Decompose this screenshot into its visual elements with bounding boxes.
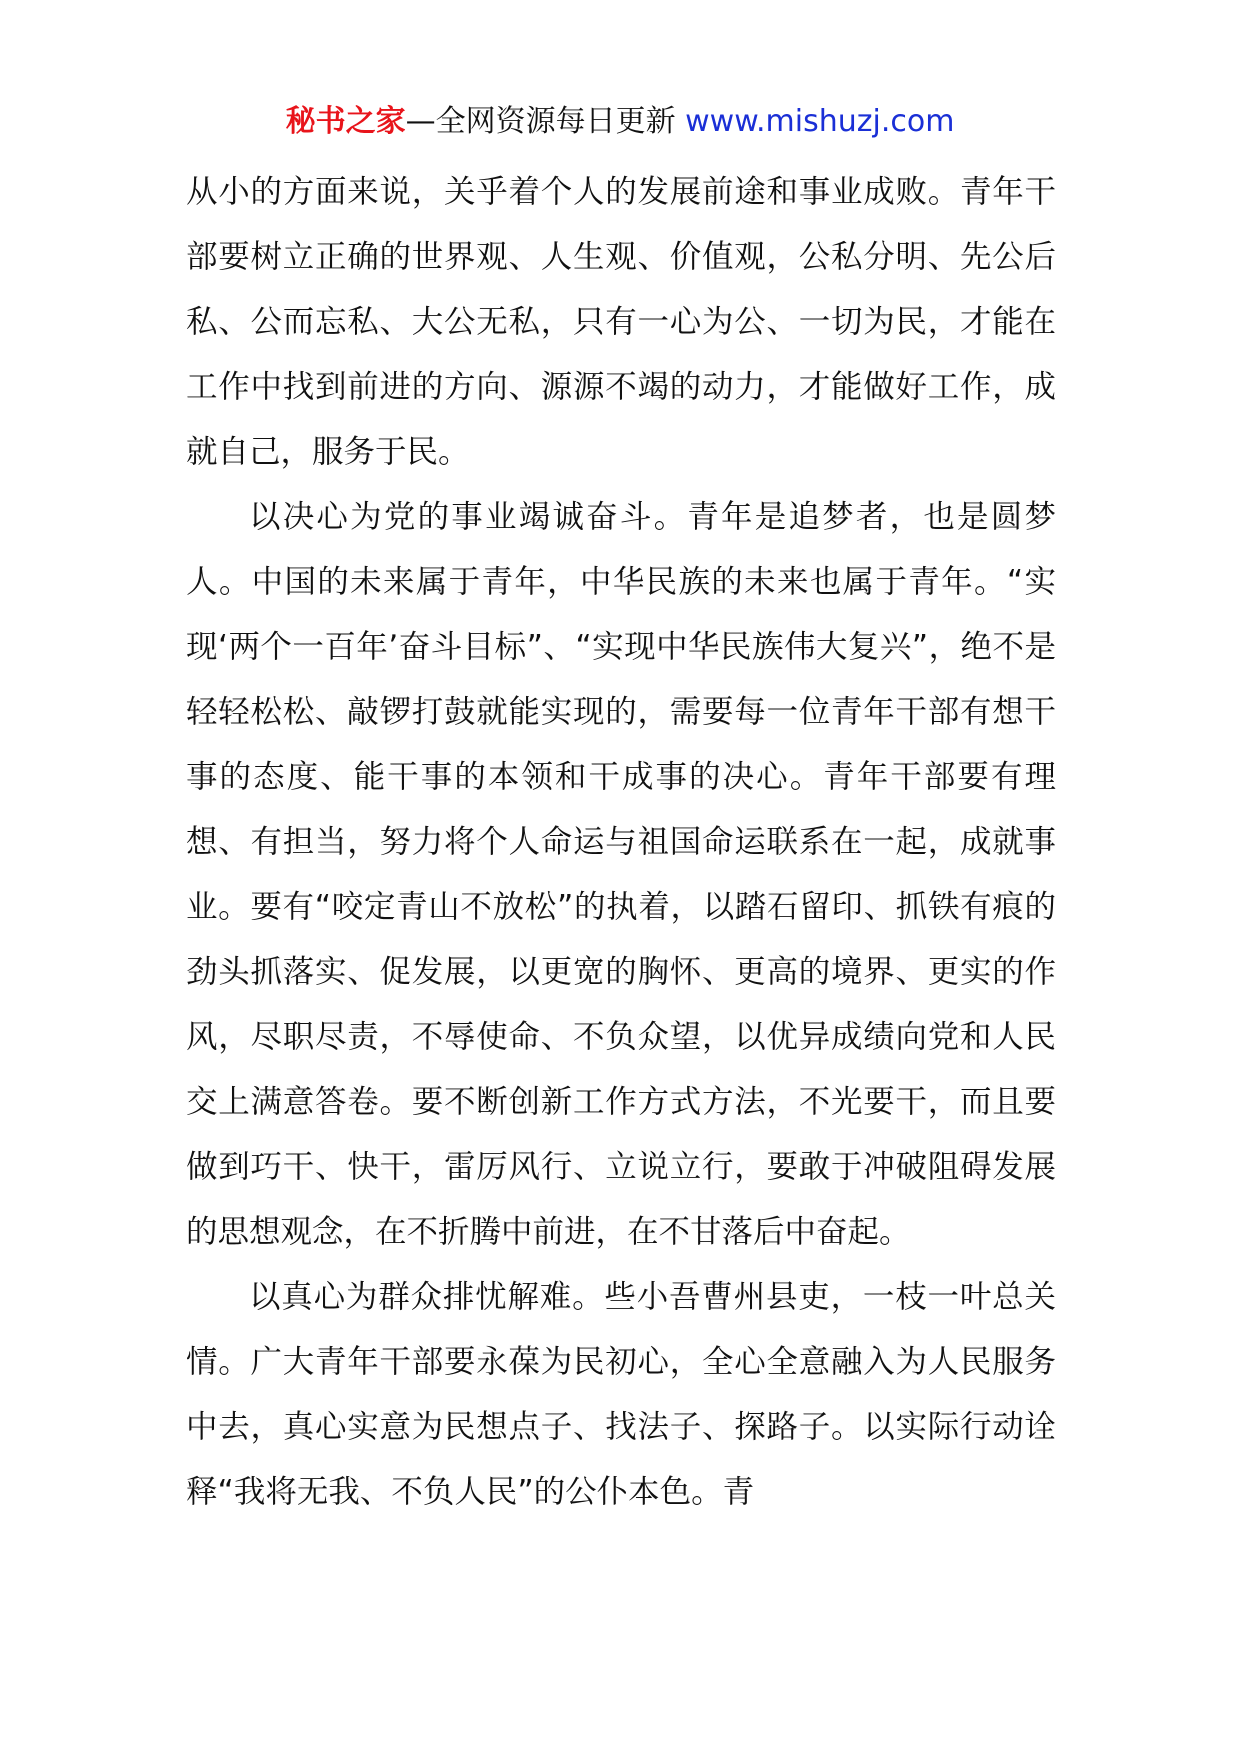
paragraph-party-career: 以决心为党的事业竭诚奋斗。青年是追梦者，也是圆梦人。中国的未来属于青年，中华民族的未来也属于青年。“实现‘两个一百年’奋斗目标”、“实现中华民族伟大复兴”，绝不是轻轻松松、敲锣打鼓就能实现的，需要每一位青年干部有想干事的态度、能干事的本领和干成事的决心。青年干部要有理想、有担当，努力将个人命运与祖国命运联系在一起，成就事业。要有“咬定青山不放松”的执着，以踏石留印、抓铁有痕的劲头抓落实、促发展，以更宽的胸怀、更高的境界、更实的作风，尽职尽责，不辱使命、不负众望，以优异成绩向党和人民交上满意答卷。要不断创新工作方式方法，不光要干，而且要做到巧干、快干，雷厉风行、立说立行，要敢于冲破阻碍发展的思想观念，在不折腾中前进，在不甘落后中奋起。 bbox=[186, 499, 1056, 1250]
paragraph-continued: 从小的方面来说，关乎着个人的发展前途和事业成败。青年干部要树立正确的世界观、人生观、价值观，公私分明、先公后私、公而忘私、大公无私，只有一心为公、一切为民，才能在工作中找到前进的方向、源源不竭的动力，才能做好工作，成就自己，服务于民。 bbox=[186, 174, 1056, 470]
watermark-header bbox=[0, 100, 1240, 144]
paragraph-serve-masses: 以真心为群众排忧解难。些小吾曹州县吏，一枝一叶总关情。广大青年干部要永葆为民初心，全心全意融入为人民服务中去，真心实意为民想点子、找法子、探路子。以实际行动诠释“我将无我、不负人民”的公仆本色。青 bbox=[186, 1279, 1056, 1510]
header-tagline: —全网资源每日更新 bbox=[405, 104, 686, 139]
site-url: www.mishuzj.com bbox=[685, 104, 955, 139]
document-body bbox=[186, 160, 1056, 1525]
brand-name: 秘书之家 bbox=[285, 104, 406, 139]
